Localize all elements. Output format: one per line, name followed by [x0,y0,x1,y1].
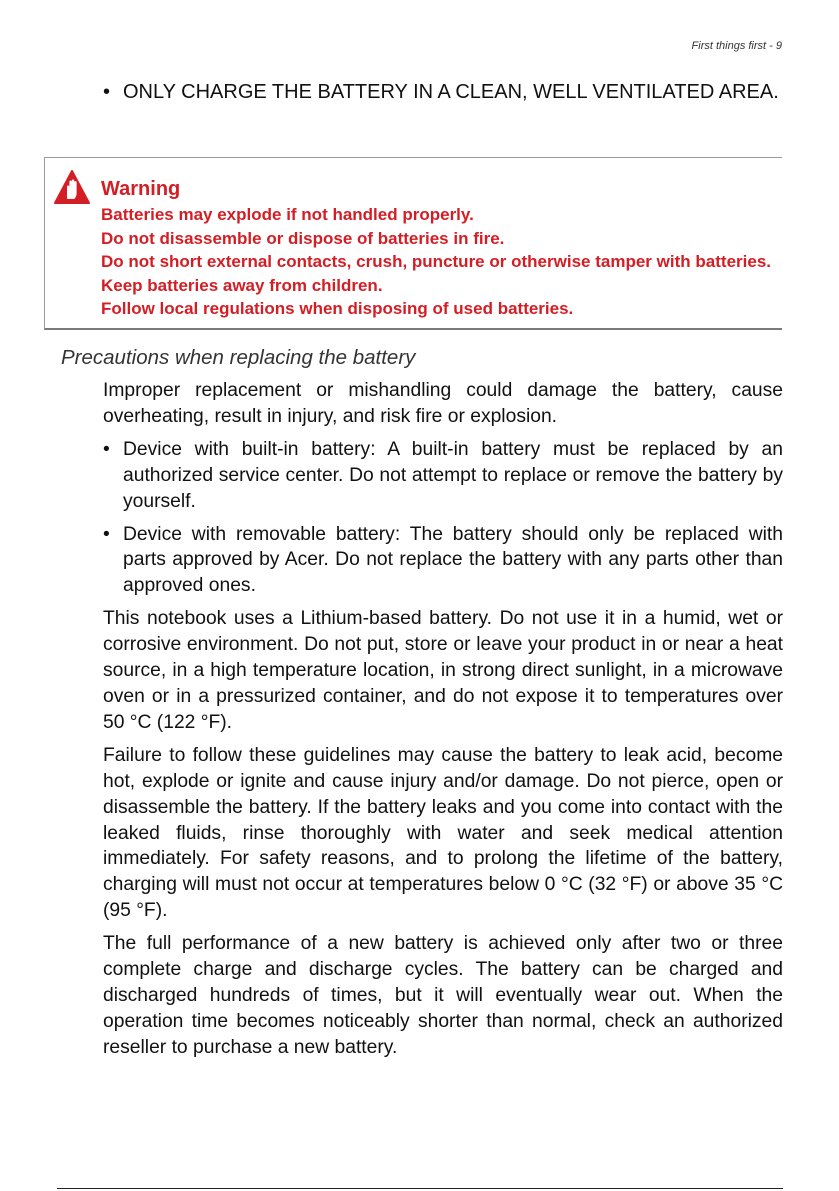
warning-box [44,157,782,330]
warning-line: Batteries may explode if not handled properly. [101,205,474,224]
list-item [103,437,783,515]
page-header: First things first - 9 [691,40,782,52]
section-body [103,378,783,1068]
paragraph: Failure to follow these guidelines may cause the battery to leak acid, become hot, explode or ignite and cause injury and/or damage. Do not pierce, open or disassemble the battery. If the battery leaks and you come into contact with the leaked fluids, rinse thoroughly with water and seek medical attention immediately. For safety reasons, and to prolong the lifetime of the battery, charging will must not occur at temperatures below 0 °C (32 °F) or above 35 °C (95 °F). [103,744,783,922]
paragraph: This notebook uses a Lithium-based battery. Do not use it in a humid, wet or corrosive environment. Do not put, store or leave your product in or near a heat source, in a high temperature location, in strong direct sunlight, in a microwave oven or in a pressurized container, and do not expose it to temperatures over 50 °C (122 °F). [103,608,783,733]
warning-line: Follow local regulations when disposing of used batteries. [101,299,574,319]
intro-paragraph: Improper replacement or mishandling could damage the battery, cause overheating, result in injury, and risk fire or explosion. [103,380,783,427]
warning-hand-icon [54,170,90,204]
top-bullet-item [103,80,783,105]
paragraph: The full performance of a new battery is achieved only after two or three complete charge and discharge cycles. The battery can be charged and discharged hundreds of times, but it will eventually wear out. When the operation time becomes noticeably shorter than normal, check an authorized reseller to purchase a new battery. [103,933,783,1058]
warning-line: Do not short external contacts, crush, puncture or otherwise tamper with batteries. Keep batteries away from children. [101,252,771,295]
list-item-text: Device with built-in battery: A built-in battery must be replaced by an authorized service center. Do not attempt to replace or remove the battery by yourself. [123,438,783,512]
warning-title: Warning [101,178,181,200]
bullet-dot: • [103,438,110,460]
list-item [103,522,783,600]
section-title: Precautions when replacing the battery [61,346,416,369]
bullet-dot: • [103,81,111,103]
footer-rule [57,1188,783,1189]
list-item-text: Device with removable battery: The battery should only be replaced with parts approved by Acer. Do not replace the battery with any parts other than approved ones. [123,523,783,597]
bullet-dot: • [103,523,110,545]
warning-line: Do not disassemble or dispose of batteries in fire. [101,228,505,248]
warning-text [101,203,771,321]
top-bullet-text: ONLY CHARGE THE BATTERY IN A CLEAN, WELL VENTILATED AREA. [123,81,779,103]
